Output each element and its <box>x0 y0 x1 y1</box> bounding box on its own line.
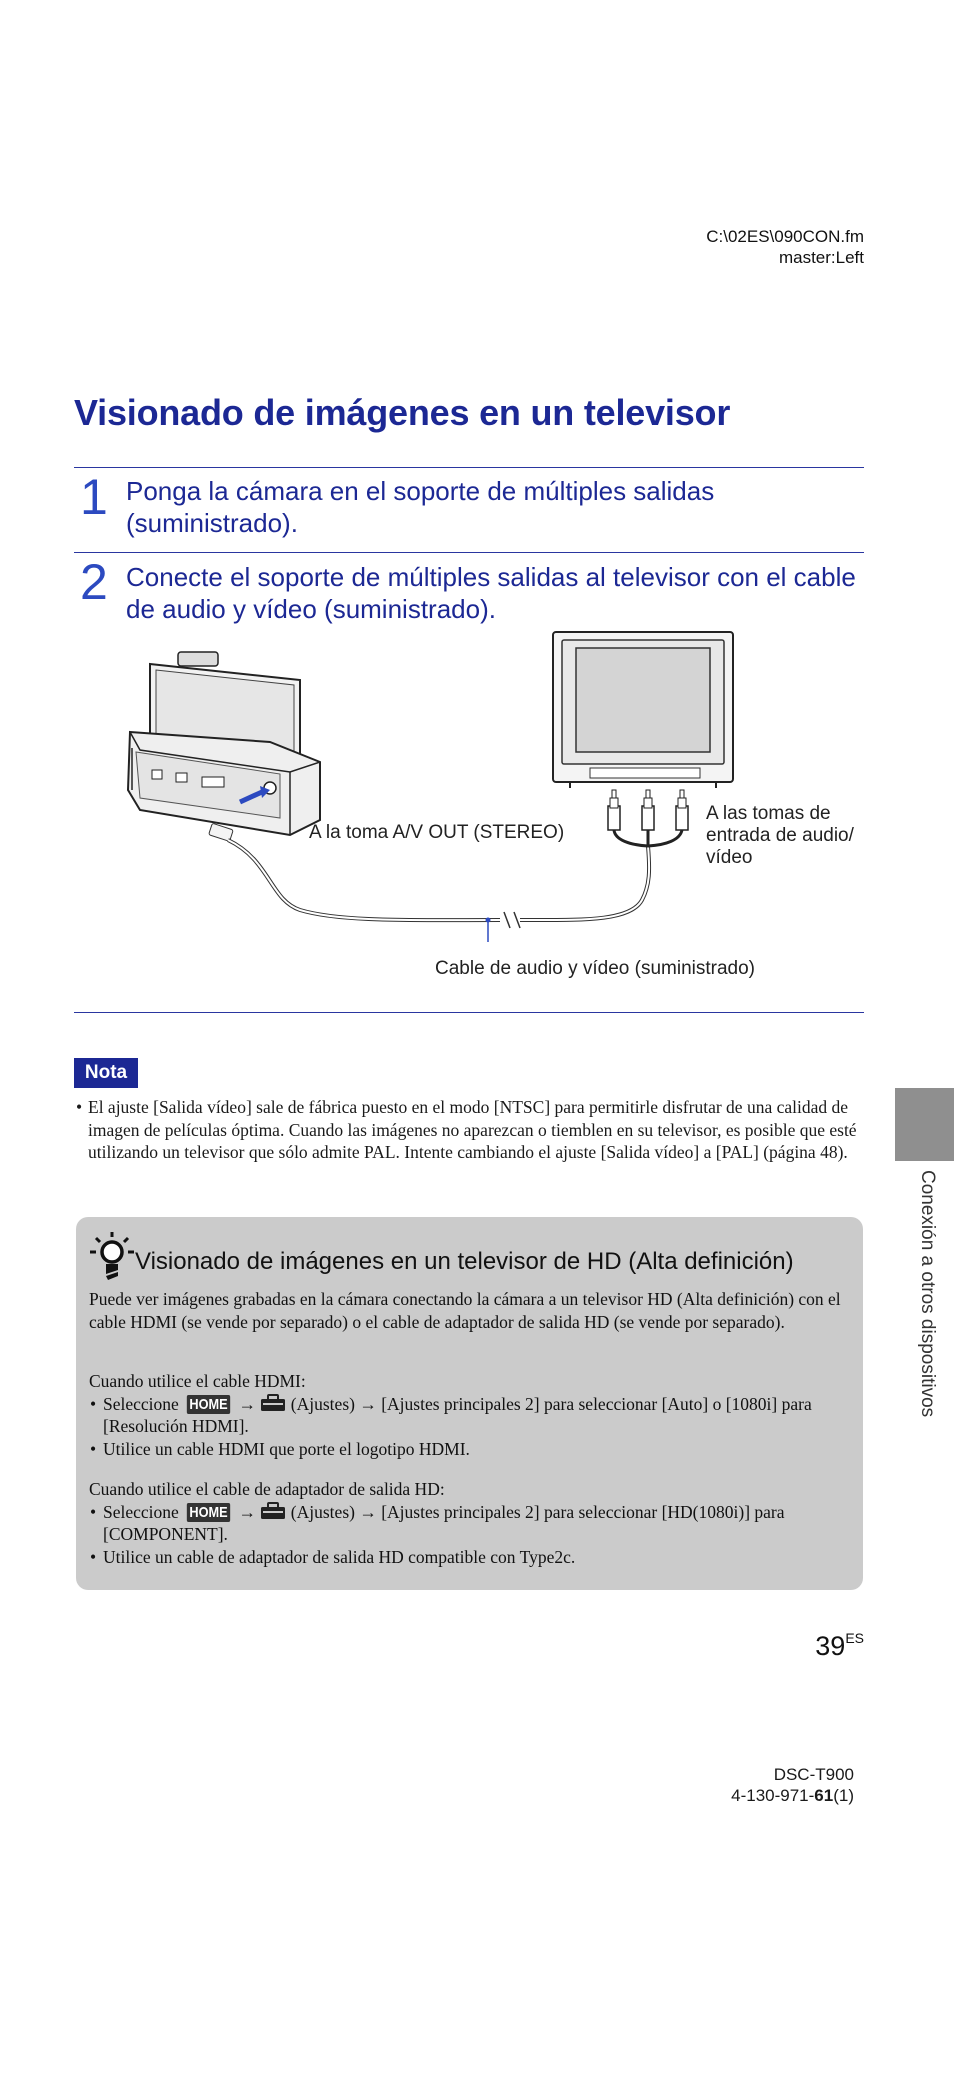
lightbulb-icon <box>88 1230 136 1282</box>
header-meta <box>706 226 864 268</box>
hdmi-item-1-text: (Ajustes) → [Ajustes principales 2] para seleccionar [Auto] o [1080i] para [Resolución HDMI]. <box>103 1393 812 1436</box>
rca-plugs <box>608 790 688 830</box>
bullet: • <box>90 1546 97 1567</box>
list-item <box>89 1438 849 1461</box>
settings-toolbox-icon <box>260 1502 286 1520</box>
step-2-number: 2 <box>80 554 108 610</box>
nota-text <box>74 1096 864 1164</box>
home-button-icon: HOME <box>187 1503 230 1522</box>
page-number-value: 39 <box>815 1631 846 1661</box>
master-label: master:Left <box>778 248 864 267</box>
hdmi-item-2-text: Utilice un cable HDMI que porte el logotipo HDMI. <box>103 1438 470 1459</box>
part-code-bold: 61 <box>814 1786 834 1805</box>
arrow-icon: → <box>238 1393 257 1414</box>
home-button-icon: HOME <box>187 1395 230 1414</box>
label-inputs-line-1: A las tomas de <box>706 803 831 824</box>
part-code-suffix: (1) <box>833 1786 854 1805</box>
divider <box>74 552 864 553</box>
list-item <box>89 1501 849 1546</box>
nota-badge: Nota <box>74 1058 138 1088</box>
nota-body: El ajuste [Salida vídeo] sale de fábrica puesto en el modo [NTSC] para permitirle disfrutar de una calidad de imagen de películas óptima. Cuando las imágenes no aparezcan o tiemblen en su televisor, es posible que esté utilizando un televisor que sólo admite PAL. Intente cambiando el ajuste [Salida vídeo] a [PAL] (página 48). <box>88 1097 857 1162</box>
label-inputs-line-2: entrada de audio/ <box>706 825 854 846</box>
list-item <box>89 1546 849 1569</box>
settings-toolbox-icon <box>260 1394 286 1412</box>
divider <box>74 1012 864 1013</box>
bullet: • <box>90 1393 97 1414</box>
part-code-prefix: 4-130-971- <box>731 1786 815 1805</box>
label-inputs-line-3: vídeo <box>706 847 753 868</box>
bullet: • <box>90 1501 97 1522</box>
connection-diagram <box>110 630 870 950</box>
part-code <box>731 1785 854 1806</box>
tip-intro: Puede ver imágenes grabadas en la cámara conectando la cámara a un televisor HD (Alta definición) con el cable HDMI (se vende por separado) o el cable de adaptador de salida HD (se vende por separado). <box>89 1289 841 1332</box>
bullet: • <box>90 1438 97 1459</box>
label-av-out: A la toma A/V OUT (STEREO) <box>309 822 565 843</box>
tip-hdmi-section <box>89 1370 849 1460</box>
hd-item-1-text: (Ajustes) → [Ajustes principales 2] para seleccionar [HD(1080i)] para [COMPONENT]. <box>103 1501 785 1544</box>
page-title: Visionado de imágenes en un televisor <box>74 392 731 433</box>
model-name: DSC-T900 <box>773 1765 854 1784</box>
divider <box>74 467 864 468</box>
tip-hd-heading: Cuando utilice el cable de adaptador de salida HD: <box>89 1479 445 1499</box>
tip-hdmi-heading: Cuando utilice el cable HDMI: <box>89 1371 306 1391</box>
side-section-label: Conexión a otros dispositivos <box>917 1170 938 1418</box>
television-illustration <box>553 632 733 788</box>
tip-title: Visionado de imágenes en un televisor de HD (Alta definición) <box>135 1248 794 1275</box>
page-lang-suffix: ES <box>845 1630 864 1646</box>
step-2-text: Conecte el soporte de múltiples salidas al televisor con el cable de audio y vídeo (suministrado). <box>126 562 856 624</box>
camera-dock-illustration <box>128 652 320 835</box>
bullet: • <box>76 1097 83 1117</box>
side-tab-marker <box>895 1088 954 1161</box>
list-item <box>89 1393 849 1438</box>
select-text: Seleccione <box>103 1393 179 1414</box>
step-1-text: Ponga la cámara en el soporte de múltiples salidas (suministrado). <box>126 476 715 538</box>
page-number <box>815 1630 864 1662</box>
footer <box>731 1764 854 1806</box>
select-text: Seleccione <box>103 1501 179 1522</box>
file-path: C:\02ES\090CON.fm <box>706 227 864 246</box>
step-1-number: 1 <box>80 469 108 525</box>
tip-hd-section <box>89 1478 849 1568</box>
hd-item-2-text: Utilice un cable de adaptador de salida HD compatible con Type2c. <box>103 1546 576 1567</box>
label-cable: Cable de audio y vídeo (suministrado) <box>435 958 756 979</box>
label-inputs <box>706 803 854 869</box>
arrow-icon: → <box>238 1501 257 1522</box>
